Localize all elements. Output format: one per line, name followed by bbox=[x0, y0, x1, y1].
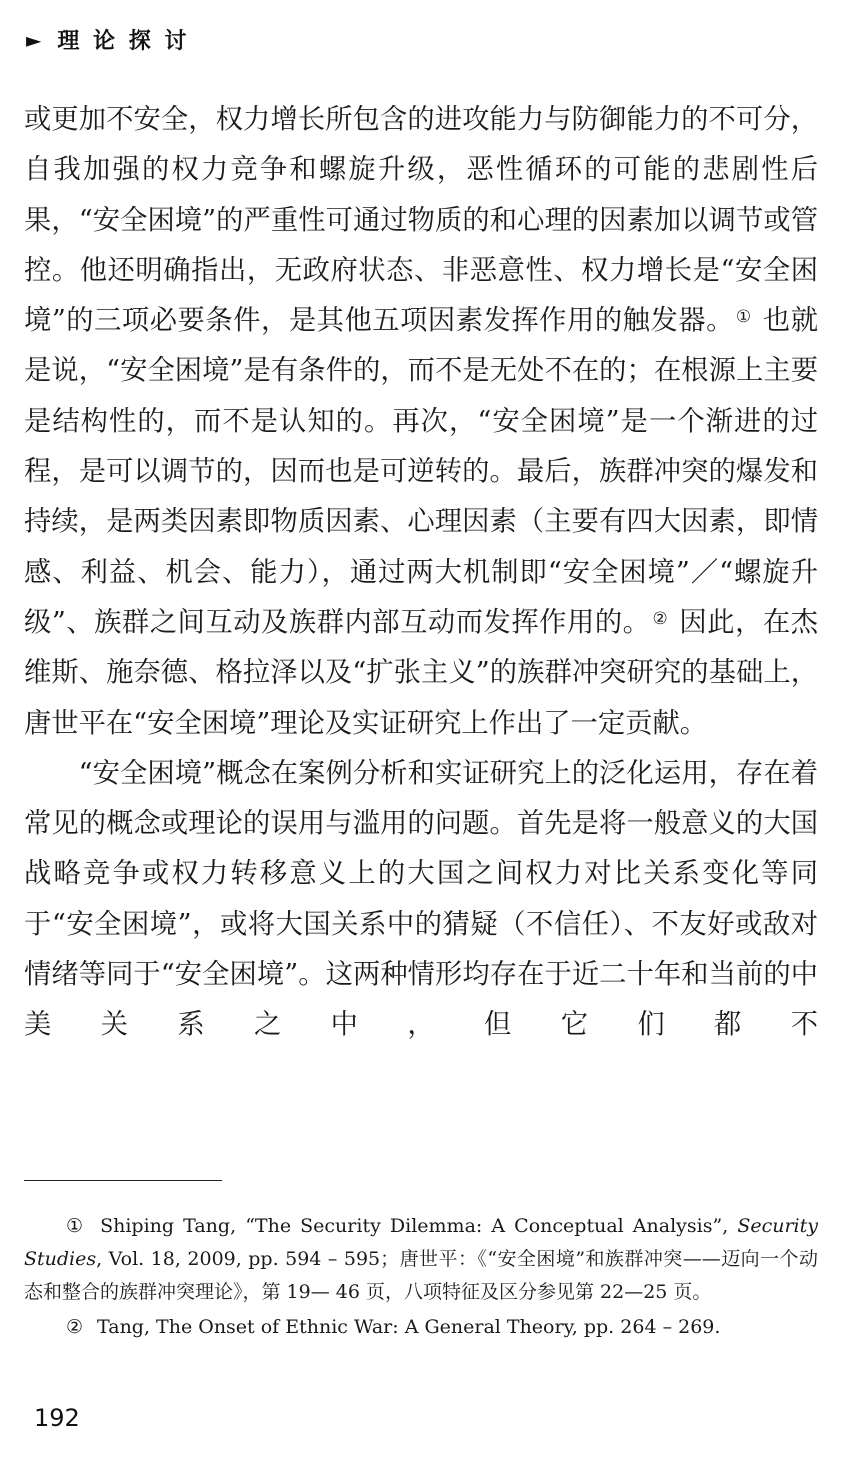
footnote-2 bbox=[24, 1311, 818, 1344]
paragraph-1 bbox=[24, 95, 818, 749]
footnote-ref-1[interactable]: ① bbox=[735, 307, 752, 328]
footnotes bbox=[24, 1210, 818, 1344]
footnote-2-number: ② bbox=[66, 1316, 84, 1338]
footnote-1-text-a: Shiping Tang, “The Security Dilemma: A Conceptual Analysis”, bbox=[100, 1215, 738, 1237]
paragraph-1-part-1: 或更加不安全，权力增长所包含的进攻能力与防御能力的不可分，自我加强的权力竞争和螺旋升级，恶性循环的可能的悲剧性后果，“安全困境”的严重性可通过物质的和心理的因素加以调节或管控。他还明确指出，无政府状态、非恶意性、权力增长是“安全困境”的三项必要条件，是其他五项因素发挥作用的触发器。 bbox=[24, 104, 818, 337]
footnote-1-text-b: , Vol. 18, 2009, pp. 594 – 595；唐世平：《“安全困境”和族群冲突——迈向一个动态和整合的族群冲突理论》，第 19— 46 页，八项特征及区分参见第 22—25 页。 bbox=[24, 1248, 818, 1303]
footnote-ref-2[interactable]: ② bbox=[652, 608, 669, 629]
section-header bbox=[26, 24, 189, 55]
triangle-arrow-icon: ► bbox=[26, 27, 42, 52]
footnote-1 bbox=[24, 1210, 818, 1309]
paragraph-1-part-2: 也就是说，“安全困境”是有条件的，而不是无处不在的；在根源上主要是结构性的，而不是认知的。再次，“安全困境”是一个渐进的过程，是可以调节的，因而也是可逆转的。最后，族群冲突的爆发和持续，是两类因素即物质因素、心理因素（主要有四大因素，即情感、利益、机会、能力），通过两大机制即“安全困境”／“螺旋升级”、族群之间互动及族群内部互动而发挥作用的。 bbox=[24, 305, 818, 638]
paragraph-1-part-3: 因此，在杰维斯、施奈德、格拉泽以及“扩张主义”的族群冲突研究的基础上，唐世平在“安全困境”理论及实证研究上作出了一定贡献。 bbox=[24, 606, 818, 739]
footnote-2-text: Tang, The Onset of Ethnic War: A General Theory, pp. 264 – 269. bbox=[97, 1316, 721, 1338]
page-number: 192 bbox=[34, 1404, 80, 1432]
footnote-1-number: ① bbox=[66, 1215, 87, 1237]
paragraph-2: “安全困境”概念在案例分析和实证研究上的泛化运用，存在着常见的概念或理论的误用与滥用的问题。首先是将一般意义的大国战略竞争或权力转移意义上的大国之间权力对比关系变化等同于“安全困境”，或将大国关系中的猜疑（不信任）、不友好或敌对情绪等同于“安全困境”。这两种情形均存在于近二十年和当前的中美关系之中，但它们都不 bbox=[24, 757, 818, 1041]
section-title: 理 论 探 讨 bbox=[57, 29, 190, 54]
footnote-1-journal: Security Studies bbox=[24, 1215, 818, 1270]
main-body-text bbox=[24, 95, 818, 1051]
footnote-divider bbox=[24, 1180, 222, 1181]
